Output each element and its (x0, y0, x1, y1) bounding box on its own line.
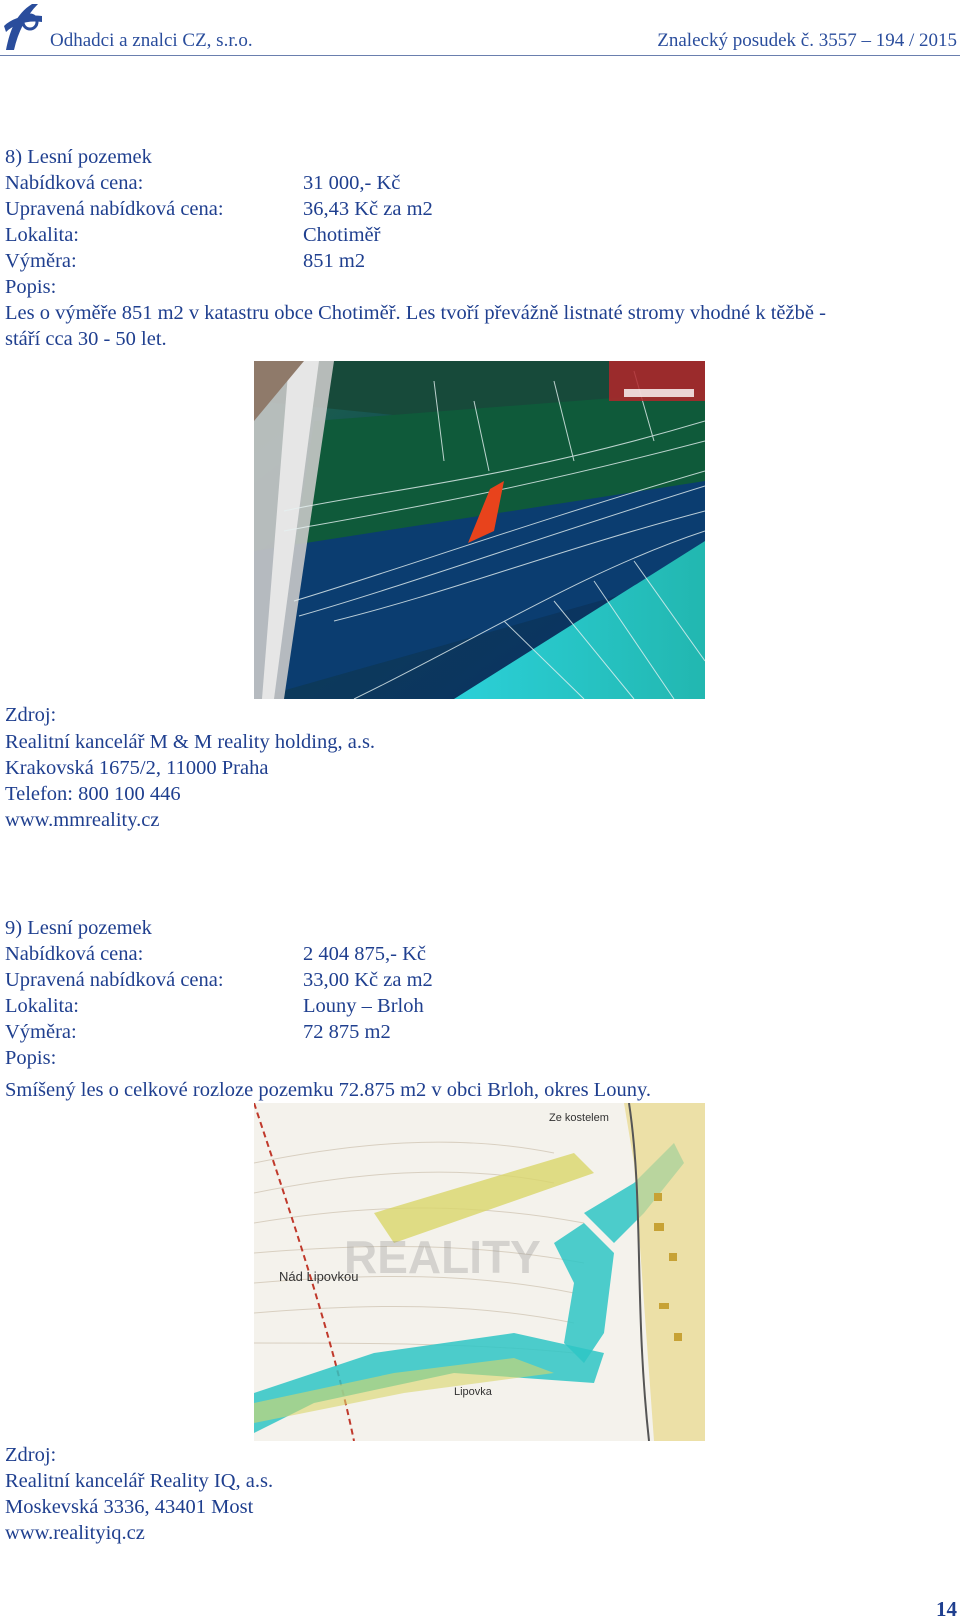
item8-source-website: www.mmreality.cz (5, 809, 160, 831)
item9-source-label: Zdroj: (5, 1444, 57, 1466)
item9-area-label: Výměra: (5, 1021, 77, 1043)
item8-adjusted-price-label: Upravená nabídková cena: (5, 198, 224, 220)
item8-locality-value: Chotiměř (303, 224, 381, 246)
item8-area-label: Výměra: (5, 250, 77, 272)
item9-locality-value: Louny – Brloh (303, 995, 424, 1017)
item8-area-value: 851 m2 (303, 250, 366, 272)
item8-locality-label: Lokalita: (5, 224, 80, 246)
company-name: Odhadci a znalci CZ, s.r.o. (50, 30, 253, 51)
item9-title: 9) Lesní pozemek (5, 917, 152, 939)
item8-description-line-1: Les o výměře 851 m2 v katastru obce Chotiměř. Les tvoří převážně listnaté stromy vhodné k těžbě - (5, 302, 826, 324)
item9-price-value: 2 404 875,- Kč (303, 943, 426, 965)
item8-title: 8) Lesní pozemek (5, 146, 152, 168)
item8-source-company: Realitní kancelář M & M reality holding, a.s. (5, 731, 376, 753)
item8-description-line-2: stáří cca 30 - 50 let. (5, 328, 167, 350)
item8-source-label: Zdroj: (5, 704, 57, 726)
item8-price-label: Nabídková cena: (5, 172, 144, 194)
item8-adjusted-price-value: 36,43 Kč za m2 (303, 198, 433, 220)
item9-price-label: Nabídková cena: (5, 943, 144, 965)
document-reference: Znalecký posudek č. 3557 – 194 / 2015 (657, 30, 957, 51)
item9-source-company: Realitní kancelář Reality IQ, a.s. (5, 1470, 274, 1492)
header-divider (0, 55, 960, 56)
item9-adjusted-price-value: 33,00 Kč za m2 (303, 969, 433, 991)
page-number: 14 (936, 1597, 957, 1621)
page-header (0, 0, 960, 56)
map-label-lipovka: Lipovka (454, 1386, 492, 1398)
item9-description-label: Popis: (5, 1047, 57, 1069)
item8-description-label: Popis: (5, 276, 57, 298)
company-logo-icon (2, 0, 44, 52)
watermark-reality: REALITY (344, 1231, 541, 1283)
item9-topographic-map (254, 1103, 705, 1441)
item9-area-value: 72 875 m2 (303, 1021, 391, 1043)
item8-source-address: Krakovská 1675/2, 11000 Praha (5, 757, 269, 779)
item9-adjusted-price-label: Upravená nabídková cena: (5, 969, 224, 991)
map-label-nad-lipovkou: Nád Lipovkou (279, 1269, 359, 1284)
item8-cadastral-map (254, 361, 705, 699)
item9-description-line-1: Smíšený les o celkové rozloze pozemku 72.875 m2 v obci Brloh, okres Louny. (5, 1079, 652, 1101)
item9-source-website: www.realityiq.cz (5, 1522, 145, 1544)
item9-source-address: Moskevská 3336, 43401 Most (5, 1496, 254, 1518)
item8-source-phone: Telefon: 800 100 446 (5, 783, 181, 805)
map-label-ze-kostelem: Ze kostelem (549, 1112, 609, 1124)
item9-locality-label: Lokalita: (5, 995, 80, 1017)
item8-price-value: 31 000,- Kč (303, 172, 401, 194)
